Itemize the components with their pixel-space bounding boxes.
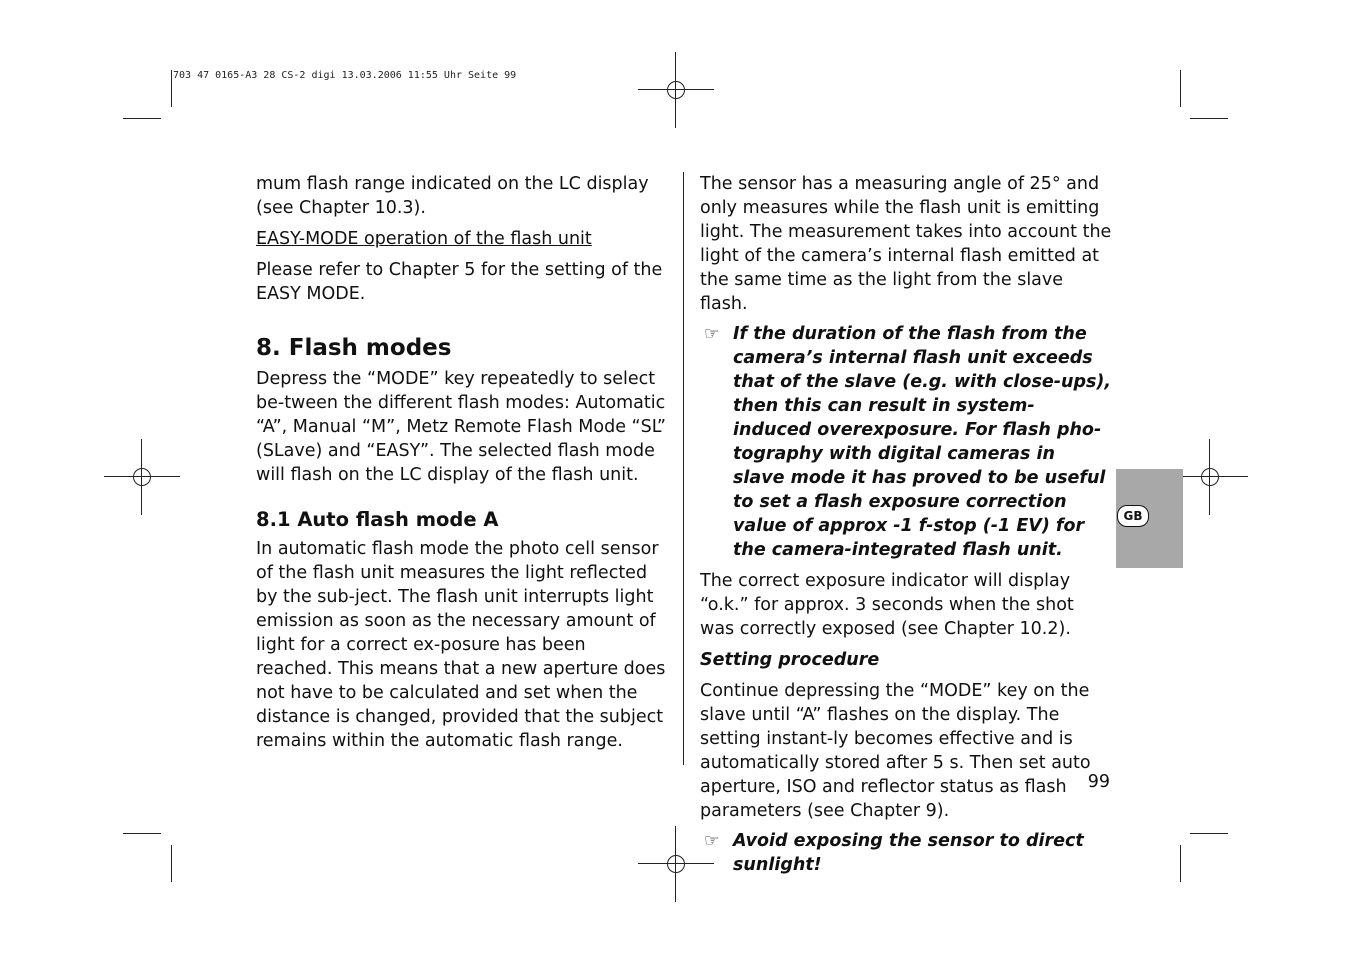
crop-mark-bottom-left-vertical <box>171 845 172 882</box>
note-overexposure <box>700 322 1112 562</box>
subsection-title: 8.1 Auto flash mode A <box>256 508 499 531</box>
easy-mode-heading: EASY-MODE operation of the flash unit <box>256 229 592 249</box>
language-badge: GB <box>1117 505 1149 527</box>
note-overexposure-text: If the duration of the flash from the camera’s internal flash unit exceeds that of the slave (e.g. with close-ups), then this can result in system-induced overexposure. For flash pho-tography with digital cameras in slave mode it has proved to be useful to set a flash exposure correction value of approx -1 f-stop (-1 EV) for the camera-integrated flash unit. <box>733 324 1112 560</box>
section-paragraph: Depress the “MODE” key repeatedly to select be-tween the different flash modes: Automatic “A”, Manual “M”, Metz Remote Flash Mode “SL” (SLave) and “EASY”. The selected flash mode will flash on the LC display of the flash unit. <box>256 369 666 485</box>
pointing-hand-icon: ☞ <box>704 324 720 344</box>
right-column <box>700 172 1112 877</box>
subsection-paragraph: In automatic flash mode the photo cell sensor of the flash unit measures the light reflected by the sub-ject. The flash unit interrupts light emission as soon as the necessary amount of light for a correct ex-posure has been reached. This means that a new aperture does not have to be calculated and set when the distance is changed, provided that the subject remains within the automatic flash range. <box>256 539 666 751</box>
crop-mark-top-right-vertical <box>1180 70 1181 107</box>
procedure-paragraph: Continue depressing the “MODE” key on the slave until “A” flashes on the display. The setting instant-ly becomes effective and is automatically stored after 5 s. Then set auto aperture, ISO and reflector status as flash parameters (see Chapter 9). <box>700 681 1091 821</box>
registration-mark-left <box>104 439 180 515</box>
section-title: 8. Flash modes <box>256 335 452 361</box>
print-header-line: 703 47 0165-A3 28 CS-2 digi 13.03.2006 11:55 Uhr Seite 99 <box>173 70 517 81</box>
crop-mark-top-right-horizontal <box>1190 118 1228 119</box>
crop-mark-bottom-right-vertical <box>1180 845 1181 882</box>
registration-mark-top <box>638 52 714 128</box>
crop-mark-top-left-horizontal <box>123 118 161 119</box>
intro-paragraph: mum flash range indicated on the LC display (see Chapter 10.3). <box>256 174 649 218</box>
procedure-heading: Setting procedure <box>700 650 880 670</box>
pointing-hand-icon: ☞ <box>704 831 720 851</box>
crop-mark-top-left-vertical <box>171 70 172 107</box>
easy-mode-paragraph: Please refer to Chapter 5 for the setting of the EASY MODE. <box>256 260 663 304</box>
column-divider <box>683 172 684 765</box>
crop-mark-bottom-right-horizontal <box>1190 833 1228 834</box>
crop-mark-bottom-left-horizontal <box>123 833 161 834</box>
note-sunlight-text: Avoid exposing the sensor to direct sunlight! <box>733 831 1084 875</box>
sensor-paragraph: The sensor has a measuring angle of 25° and only measures while the flash unit is emitting light. The measurement takes into account the light of the camera’s internal flash emitted at the same time as the light from the slave flash. <box>700 174 1112 314</box>
note-sunlight <box>700 829 1112 877</box>
registration-mark-right <box>1172 439 1248 515</box>
page-number: 99 <box>1087 772 1110 792</box>
left-column <box>256 172 666 753</box>
exposure-paragraph: The correct exposure indicator will display “o.k.” for approx. 3 seconds when the shot was correctly exposed (see Chapter 10.2). <box>700 571 1074 639</box>
